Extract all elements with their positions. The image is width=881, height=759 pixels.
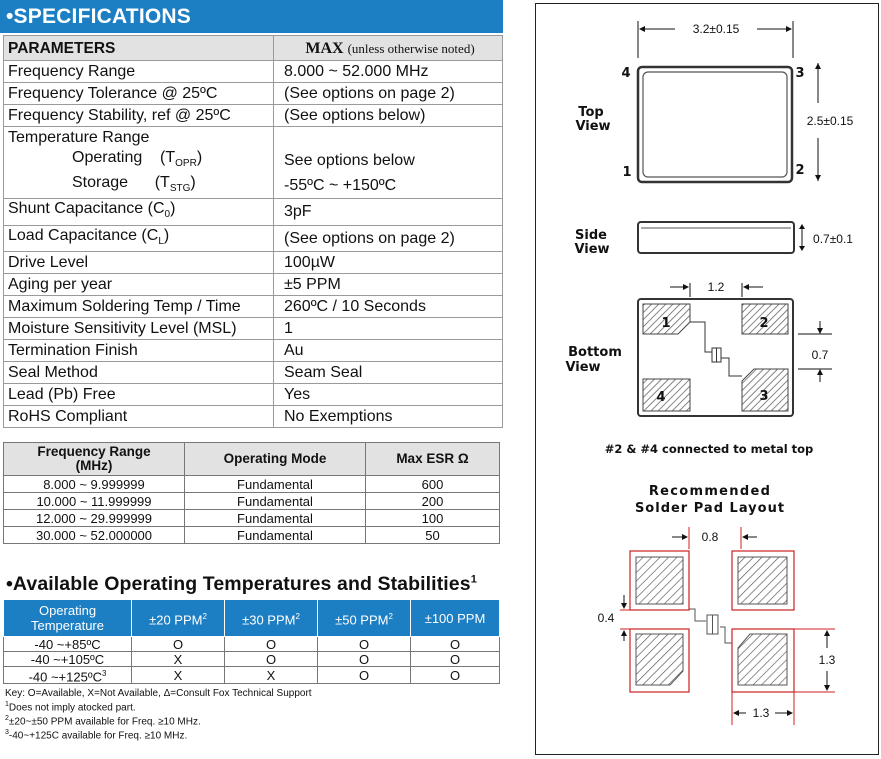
- svg-text:View: View: [575, 119, 611, 134]
- table-row: Moisture Sensitivity Level (MSL) 1: [4, 317, 503, 339]
- solder-gap-label: 0.8: [701, 530, 719, 544]
- pin-1-label: 1: [622, 165, 632, 180]
- table-row: RoHS Compliant No Exemptions: [4, 405, 503, 427]
- bottom-pad-width-label: 1.2: [707, 280, 725, 294]
- footnote-1: $^1$Does not imply atocked part.: [5, 701, 136, 714]
- table-row: 30.000 ~ 52.000000 Fundamental 50: [4, 527, 500, 544]
- table-row: -40 ~+105ºC X O O O: [4, 652, 500, 667]
- table-row: 8.000 ~ 9.999999 Fundamental 600: [4, 476, 500, 493]
- footnote-3: $^3$-40~+125C available for Freq. ≥10 MHz.: [5, 729, 188, 742]
- table-row: -40 ~+85ºC O O O O: [4, 637, 500, 652]
- available-temps-title: •Available Operating Temperatures and Stabilities$^1$: [6, 573, 477, 595]
- bottom-pin-4: 4: [656, 390, 666, 405]
- bottom-view: [565, 280, 832, 456]
- table-row: Temperature Range: [4, 127, 503, 149]
- esr-table: [3, 442, 500, 544]
- table-row: Termination Finish Au: [4, 339, 503, 361]
- table-row: 10.000 ~ 11.999999 Fundamental 200: [4, 493, 500, 510]
- footnote-2: $^2$±20~±50 PPM available for Freq. ≥10 MHz.: [5, 715, 201, 728]
- bottom-pin-2: 2: [759, 316, 769, 331]
- solder-pad-height-label: 1.3: [818, 653, 836, 667]
- svg-text:View: View: [574, 242, 610, 257]
- table-header-row: [4, 443, 500, 476]
- op-temp-header: Operating Temperature: [4, 600, 132, 637]
- pin-4-label: 4: [621, 66, 631, 81]
- ppm20-header: ±20 PPM$^2$: [132, 600, 225, 637]
- max-header: MAX (unless otherwise noted): [274, 36, 503, 61]
- solder-title-2: Solder Pad Layout: [634, 501, 786, 516]
- pad-4: [643, 379, 690, 411]
- specifications-table: [3, 35, 503, 428]
- top-view: [575, 21, 853, 182]
- table-row: 12.000 ~ 29.999999 Fundamental 100: [4, 510, 500, 527]
- table-row: Storage $(T_{STG})$ -55ºC ~ +150ºC: [4, 173, 503, 199]
- ppm50-header: ±50 PPM$^2$: [318, 600, 411, 637]
- table-row: Aging per year ±5 PPM: [4, 273, 503, 295]
- ppm100-header: ±100 PPM: [411, 600, 500, 637]
- solder-pad-width-label: 1.3: [752, 706, 770, 720]
- side-view-label: Side: [575, 228, 607, 243]
- table-row: Maximum Soldering Temp / Time 260ºC / 10 Seconds: [4, 295, 503, 317]
- pin-3-label: 3: [795, 66, 805, 81]
- max-esr-header: Max ESR Ω: [366, 443, 500, 476]
- bottom-view-label: Bottom: [568, 345, 622, 360]
- solder-pad-2: [738, 634, 787, 685]
- table-row: Drive Level 100µW: [4, 251, 503, 273]
- table-header-row: [4, 600, 500, 637]
- mechanical-drawing: [535, 3, 879, 755]
- solder-pad-1: [636, 634, 683, 685]
- solder-pad-4: [636, 557, 683, 604]
- pin-2-label: 2: [795, 163, 805, 178]
- svg-text:View: View: [565, 360, 601, 375]
- side-height-label: 0.7±0.1: [813, 232, 853, 246]
- table-header-row: [4, 36, 503, 61]
- table-row: Load Capacitance $(C_L)$ (See options on page 2): [4, 225, 503, 251]
- specifications-title: •SPECIFICATIONS: [0, 0, 503, 33]
- freq-range-header: Frequency Range (MHz): [4, 443, 185, 476]
- table-row: Seal Method Seam Seal: [4, 361, 503, 383]
- available-temps-table: [3, 599, 500, 684]
- table-row: Shunt Capacitance $(C_0)$ 3pF: [4, 199, 503, 225]
- solder-title-1: Recommended: [648, 484, 772, 499]
- ppm30-header: ±30 PPM$^2$: [225, 600, 318, 637]
- bottom-pin-3: 3: [759, 389, 769, 404]
- bottom-pin-1: 1: [661, 316, 671, 331]
- connected-note: #2 & #4 connected to metal top: [604, 442, 814, 456]
- table-row: Frequency Range 8.000 ~ 52.000 MHz: [4, 61, 503, 83]
- table-row: Lead (Pb) Free Yes: [4, 383, 503, 405]
- top-view-label: Top: [578, 105, 604, 120]
- parameters-header: PARAMETERS: [4, 36, 274, 61]
- table-row: -40 ~+125ºC$^3$ X X O O: [4, 667, 500, 684]
- solder-pad-3: [738, 557, 787, 604]
- table-row: Operating $(T_{OPR})$ See options below: [4, 148, 503, 173]
- side-view: [574, 222, 853, 257]
- bottom-gap-label: 0.7: [811, 348, 829, 362]
- solder-pad-layout: [598, 484, 836, 725]
- top-width-label: 3.2±0.15: [692, 22, 740, 36]
- table-row: Frequency Tolerance @ 25ºC (See options on page 2): [4, 83, 503, 105]
- table-row: Frequency Stability, ref @ 25ºC (See options below): [4, 105, 503, 127]
- key-note: Key: O=Available, X=Not Available, Δ=Consult Fox Technical Support: [5, 688, 312, 699]
- top-height-label: 2.5±0.15: [806, 114, 854, 128]
- solder-vgap-label: 0.4: [597, 611, 615, 625]
- operating-mode-header: Operating Mode: [185, 443, 366, 476]
